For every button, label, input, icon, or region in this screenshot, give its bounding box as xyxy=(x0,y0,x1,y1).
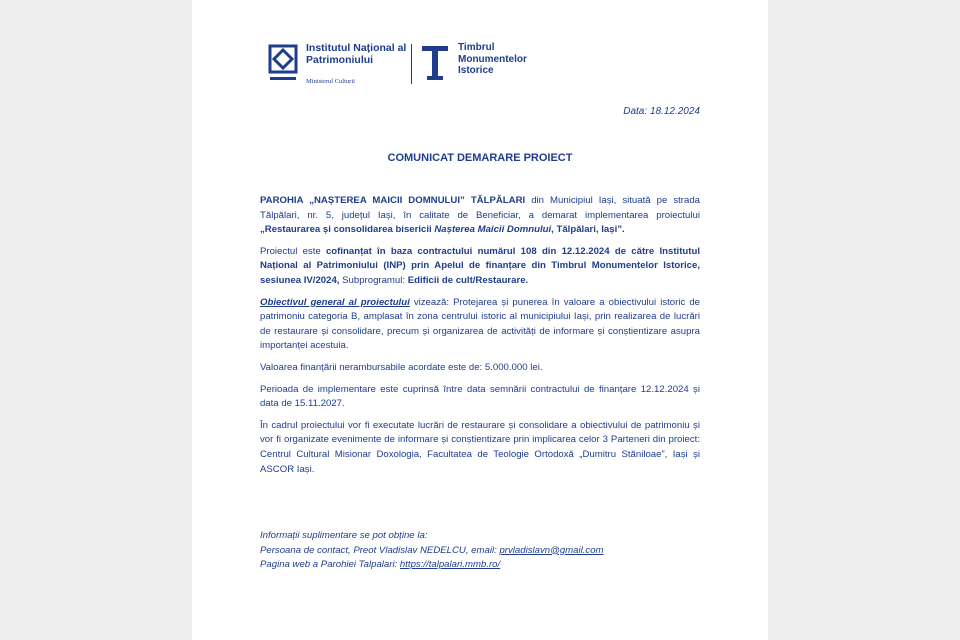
inp-logo-icon xyxy=(268,44,298,86)
tmi-name xyxy=(458,42,558,77)
document-title: COMUNICAT DEMARARE PROIECT xyxy=(387,152,573,164)
header-divider xyxy=(411,44,412,84)
paragraph1-text: din Municipiul Iași, situată pe strada Tălpălari, nr. 5, județul Iași, în calitate de Beneficiar, a demarat implementarea proiectului xyxy=(260,195,700,221)
contact-intro: Informații suplimentare se pot obține la: xyxy=(260,530,428,541)
inp-name-line1: Institutul Național al xyxy=(306,42,407,54)
paragraph-period: Perioada de implementare este cuprinsă între data semnării contractului de finanțare 12.12.2024 și data de 15.11.2027. xyxy=(260,383,700,410)
inp-name-line2: Patrimoniului xyxy=(306,53,374,66)
paragraph2-bold-b: Edificii de cult/Restaurare. xyxy=(407,274,529,286)
paragraph-value: Valoarea finanțării nerambursabile acordate este de: 5.000.000 lei. xyxy=(260,361,543,373)
paragraph2-text-a: Proiectul este xyxy=(260,245,326,257)
inp-name xyxy=(306,43,416,66)
document-date xyxy=(623,106,700,117)
project-title-italic: Nașterea Maicii Domnului xyxy=(434,224,552,236)
contact-person-line xyxy=(260,544,604,559)
document-header xyxy=(268,42,568,88)
tmi-line2: Monumentelor xyxy=(458,53,527,65)
project-title-b: , Tălpălari, Iași”. xyxy=(551,224,625,236)
contact-person: Persoana de contact, Preot Vladislav NEDELCU, email: xyxy=(260,544,500,556)
web-label: Pagina web a Parohiei Talpalari: xyxy=(260,559,400,571)
objective-label: Obiectivul general al proiectului xyxy=(260,296,410,308)
tmi-line1: Timbrul xyxy=(458,42,495,53)
paragraph-partners: În cadrul proiectului vor fi executate lucrări de restaurare și consolidare a obiectivului de patrimoniu și vor fi organizate evenimente de informare și conștientizare prin implicarea celor 3 Parteneri din proiect: Centrul Cultural Misionar Doxologia, Facultatea de Teologie Ortodoxă „Dumitru Stăniloae”, Iași și ASCOR Iași. xyxy=(260,419,700,475)
date-value: 18.12.2024 xyxy=(649,106,700,117)
paragraph-financing xyxy=(260,245,700,289)
paragraph2-bold-a: cofinanțat în baza contractului numărul 108 din 12.12.2024 de către Institutul Național al Patrimoniului (INP) prin Apelul de finanțare din Timbrul Monumentelor Istorice, sesiunea IV/2024, xyxy=(260,245,700,286)
paragraph2-text-b: Subprogramul: xyxy=(339,274,408,286)
document-page xyxy=(192,0,768,640)
beneficiary-name: PAROHIA „NAȘTEREA MAICII DOMNULUI” TĂLPĂLARI xyxy=(260,195,526,206)
project-title-a: „Restaurarea și consolidarea bisericii xyxy=(260,224,435,236)
tmi-line3: Istorice xyxy=(458,65,494,76)
contact-info xyxy=(260,529,604,573)
date-label: Data: xyxy=(623,106,648,117)
contact-email-link[interactable]: prvladislavn@gmail.com xyxy=(499,544,604,556)
paragraph-beneficiary xyxy=(260,194,700,238)
paragraph-objective xyxy=(260,296,700,354)
timbrul-t-logo-icon xyxy=(421,44,449,82)
website-link[interactable]: https://talpalari.mmb.ro/ xyxy=(399,559,501,571)
document-body xyxy=(260,194,700,484)
contact-web-line xyxy=(260,558,604,573)
ministry-label: Ministerul Culturii xyxy=(306,78,355,85)
objective-text: vizează: Protejarea și punerea în valoare a obiectivului istoric de patrimoniu categoria B, amplasat în zona centrului istoric al municipiului Iași, prin realizarea de lucrări de restaurare și consolidare, precum și organizarea de activități de informare și conștientizare asupra importanței acestuia. xyxy=(260,296,700,352)
project-title xyxy=(260,224,625,235)
